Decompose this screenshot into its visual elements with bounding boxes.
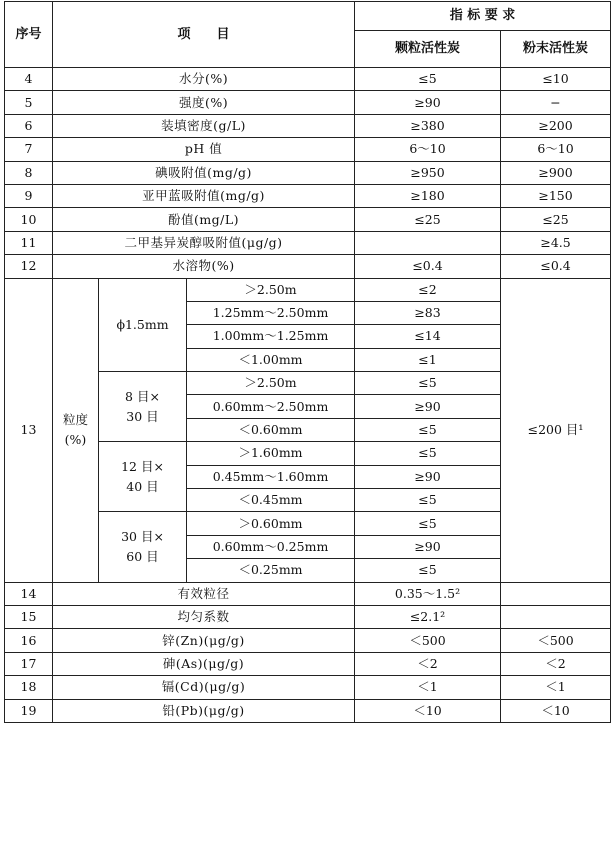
header-item: 项 目 — [53, 2, 355, 68]
row-item: 酚值(mg/L) — [53, 208, 355, 231]
size-range: 1.25mm～2.50mm — [187, 301, 355, 324]
row-no: 15 — [5, 605, 53, 628]
size-range: 0.60mm～0.25mm — [187, 535, 355, 558]
granular-value: ≤5 — [355, 512, 501, 535]
size-range: ＜0.45mm — [187, 489, 355, 512]
powder-value: ≤200 目¹ — [501, 278, 611, 582]
header-requirement: 指 标 要 求 — [355, 2, 611, 31]
granular-value: ≤5 — [355, 68, 501, 91]
granular-value: ≥83 — [355, 301, 501, 324]
row-no: 13 — [5, 278, 53, 582]
row-item: 水分(%) — [53, 68, 355, 91]
granular-value: ＜500 — [355, 629, 501, 652]
table-row — [5, 699, 611, 722]
granular-value: ≥180 — [355, 184, 501, 207]
granular-value: ≤5 — [355, 418, 501, 441]
granular-value: ≤0.4 — [355, 255, 501, 278]
granular-value: ≤25 — [355, 208, 501, 231]
row-item: 镉(Cd)(μg/g) — [53, 676, 355, 699]
row-no: 12 — [5, 255, 53, 278]
size-range: ＞2.50m — [187, 278, 355, 301]
row-item: 亚甲蓝吸附值(mg/g) — [53, 184, 355, 207]
table-row — [5, 208, 611, 231]
row-item: 有效粒径 — [53, 582, 355, 605]
size-range: 1.00mm～1.25mm — [187, 325, 355, 348]
granular-value: ≥90 — [355, 465, 501, 488]
table-row — [5, 605, 611, 628]
granular-value: ≤1 — [355, 348, 501, 371]
size-range: ＞2.50m — [187, 372, 355, 395]
row-no: 10 — [5, 208, 53, 231]
size-range: 0.60mm～2.50mm — [187, 395, 355, 418]
row-no: 6 — [5, 114, 53, 137]
row-no: 19 — [5, 699, 53, 722]
table-row — [5, 114, 611, 137]
powder-value: ＜10 — [501, 699, 611, 722]
granular-value: ≥90 — [355, 535, 501, 558]
row-no: 17 — [5, 652, 53, 675]
row-item: 强度(%) — [53, 91, 355, 114]
table-row — [5, 68, 611, 91]
row-no: 9 — [5, 184, 53, 207]
granular-value: ≤5 — [355, 372, 501, 395]
powder-value: ＜1 — [501, 676, 611, 699]
row-no: 11 — [5, 231, 53, 254]
page — [4, 1, 611, 723]
row-item: 二甲基异炭醇吸附值(μg/g) — [53, 231, 355, 254]
powder-value — [501, 582, 611, 605]
powder-value: ≤10 — [501, 68, 611, 91]
granular-value: ≤5 — [355, 489, 501, 512]
row-item: 水溶物(%) — [53, 255, 355, 278]
header-row — [5, 2, 611, 31]
header-powder: 粉末活性炭 — [501, 31, 611, 68]
powder-value: ≥150 — [501, 184, 611, 207]
mesh-group-name: 30 目× 60 目 — [99, 512, 187, 582]
table-row — [5, 652, 611, 675]
row-no: 4 — [5, 68, 53, 91]
row-no: 18 — [5, 676, 53, 699]
header-granular: 颗粒活性炭 — [355, 31, 501, 68]
powder-value — [501, 605, 611, 628]
granular-value: 6～10 — [355, 138, 501, 161]
row-item: 装填密度(g/L) — [53, 114, 355, 137]
particle-size-label: 粒度 (%) — [53, 278, 99, 582]
table-body — [5, 68, 611, 723]
granular-value: ≥380 — [355, 114, 501, 137]
mesh-group-name: 12 目× 40 目 — [99, 442, 187, 512]
mesh-group-name: 8 目× 30 目 — [99, 372, 187, 442]
row-item: 砷(As)(μg/g) — [53, 652, 355, 675]
table-row — [5, 91, 611, 114]
size-range: 0.45mm～1.60mm — [187, 465, 355, 488]
granular-value: ≤5 — [355, 559, 501, 582]
powder-value: ＜500 — [501, 629, 611, 652]
row-item: 锌(Zn)(μg/g) — [53, 629, 355, 652]
row-item: 均匀系数 — [53, 605, 355, 628]
granular-value: ≤2 — [355, 278, 501, 301]
table-row — [5, 676, 611, 699]
powder-value: 6～10 — [501, 138, 611, 161]
granular-value: ≥950 — [355, 161, 501, 184]
size-range: ＞1.60mm — [187, 442, 355, 465]
powder-value: ≥200 — [501, 114, 611, 137]
size-range: ＜0.60mm — [187, 418, 355, 441]
row-no: 5 — [5, 91, 53, 114]
granular-value: ≤14 — [355, 325, 501, 348]
powder-value: ≥900 — [501, 161, 611, 184]
table-row — [5, 161, 611, 184]
granular-value: ≤2.1² — [355, 605, 501, 628]
powder-value: ≤25 — [501, 208, 611, 231]
table-row — [5, 138, 611, 161]
header-no: 序号 — [5, 2, 53, 68]
granular-value — [355, 231, 501, 254]
granular-value: 0.35～1.5² — [355, 582, 501, 605]
row-no: 14 — [5, 582, 53, 605]
granular-value: ＜10 — [355, 699, 501, 722]
granular-value: ≥90 — [355, 91, 501, 114]
powder-value: ≤0.4 — [501, 255, 611, 278]
size-range: ＞0.60mm — [187, 512, 355, 535]
table-row — [5, 629, 611, 652]
powder-value: − — [501, 91, 611, 114]
size-range: ＜1.00mm — [187, 348, 355, 371]
table-row — [5, 582, 611, 605]
mesh-group-name: ϕ1.5mm — [99, 278, 187, 372]
table-row — [5, 231, 611, 254]
powder-value: ≥4.5 — [501, 231, 611, 254]
granular-value: ≥90 — [355, 395, 501, 418]
row-no: 8 — [5, 161, 53, 184]
particle-size-row — [5, 278, 611, 301]
table-row — [5, 184, 611, 207]
row-item: 铅(Pb)(μg/g) — [53, 699, 355, 722]
granular-value: ≤5 — [355, 442, 501, 465]
granular-value: ＜2 — [355, 652, 501, 675]
row-no: 16 — [5, 629, 53, 652]
row-item: 碘吸附值(mg/g) — [53, 161, 355, 184]
size-range: ＜0.25mm — [187, 559, 355, 582]
granular-value: ＜1 — [355, 676, 501, 699]
table-row — [5, 255, 611, 278]
activated-carbon-spec-table — [4, 1, 611, 723]
row-no: 7 — [5, 138, 53, 161]
row-item: pH 值 — [53, 138, 355, 161]
powder-value: ＜2 — [501, 652, 611, 675]
